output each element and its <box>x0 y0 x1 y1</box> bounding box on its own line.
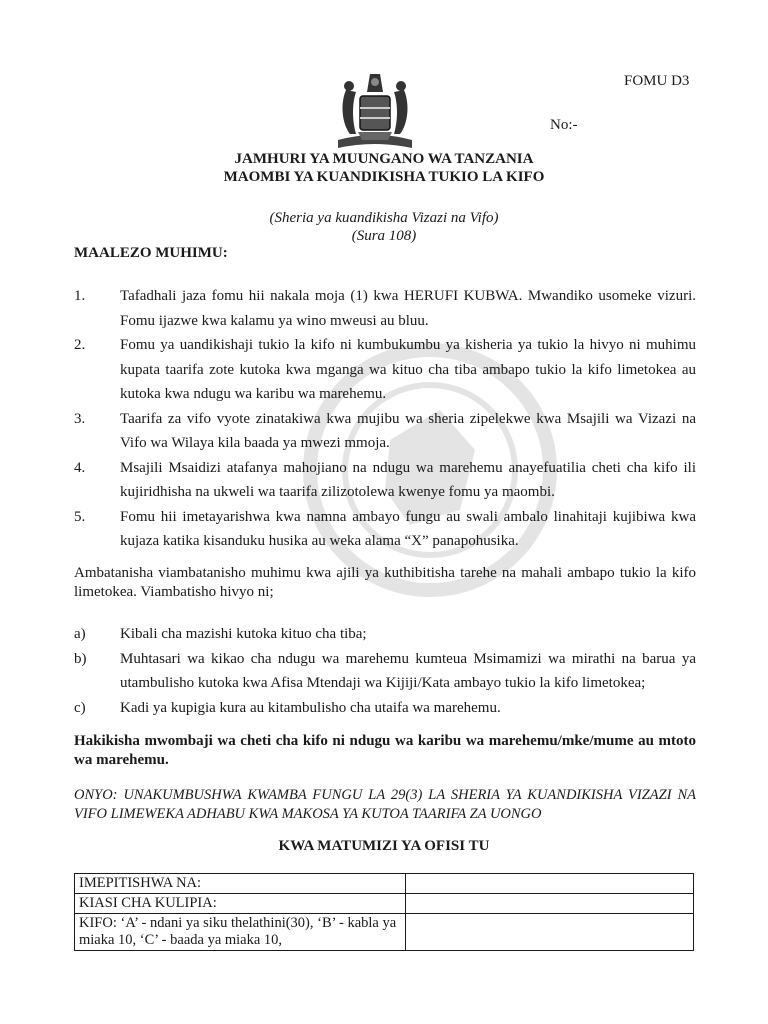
amount-to-pay-field[interactable] <box>406 894 694 914</box>
office-use-heading: KWA MATUMIZI YA OFISI TU <box>278 838 490 854</box>
form-code: FOMU D3 <box>624 73 690 89</box>
item-text: Kadi ya kupigia kura au kitambulisho cha utaifa wa marehemu. <box>120 699 501 716</box>
attachments-intro: Ambatanisha viambatanisho muhimu kwa ajili ya kuthibitisha tarehe na mahali ambapo tukio la kifo limetokea. Viambatisho hivyo ni; <box>74 565 696 600</box>
list-item <box>74 647 696 696</box>
amount-to-pay-label: KIASI CHA KULIPIA: <box>75 894 406 914</box>
approved-by-field[interactable] <box>406 874 694 894</box>
list-item <box>74 505 696 554</box>
list-item <box>74 622 696 647</box>
table-row <box>75 874 694 894</box>
item-text: Kibali cha mazishi kutoka kituo cha tiba; <box>120 626 367 642</box>
death-category-label: KIFO: ‘A’ - ndani ya siku thelathini(30), ‘B’ - kabla ya miaka 10, ‘C’ - baada ya miaka 10, <box>75 914 406 951</box>
list-item <box>74 456 696 505</box>
table-row <box>75 914 694 951</box>
item-text: Fomu hii imetayarishwa kwa namna ambayo fungu au swali ambalo linahitaji kujibiwa kwa kujaza katika kisanduku husika au weka alama “X” panapohusika. <box>120 508 696 549</box>
legal-warning: ONYO: UNAKUMBUSHWA KWAMBA FUNGU LA 29(3) LA SHERIA YA KUANDIKISHA VIZAZI NA VIFO LIMEWEKA ADHABU KWA MAKOSA YA KUTOA TAARIFA ZA UONGO <box>74 787 696 822</box>
item-number: 3. <box>74 410 86 427</box>
list-item <box>74 696 696 721</box>
page-title-republic: JAMHURI YA MUUNGANO WA TANZANIA <box>234 151 534 167</box>
office-use-table <box>74 873 694 951</box>
approved-by-label: IMEPITISHWA NA: <box>75 874 406 894</box>
attachments-list <box>74 622 696 720</box>
item-number: 4. <box>74 459 86 476</box>
item-text: Tafadhali jaza fomu hii nakala moja (1) kwa HERUFI KUBWA. Mwandiko usomeke vizuri. Fomu ijazwe kwa kalamu ya wino mweusi au bluu. <box>120 288 696 329</box>
list-item <box>74 333 696 407</box>
page-title-form: MAOMBI YA KUANDIKISHA TUKIO LA KIFO <box>223 169 545 185</box>
table-row <box>75 894 694 914</box>
item-number: 5. <box>74 508 86 525</box>
instructions-list <box>74 284 696 554</box>
list-item <box>74 407 696 456</box>
item-text: Muhtasari wa kikao cha ndugu wa marehemu kumteua Msimamizi wa mirathi na barua ya utambulisho kutoka kwa Afisa Mtendaji wa Kijiji/Kata ambayo tukio la kifo limetokea; <box>120 650 696 691</box>
item-letter: a) <box>74 626 86 642</box>
item-letter: c) <box>74 699 86 716</box>
chapter-reference: (Sura 108) <box>351 228 417 244</box>
item-letter: b) <box>74 650 87 667</box>
death-category-field[interactable] <box>406 914 694 951</box>
item-text: Taarifa za vifo vyote zinatakiwa kwa mujibu wa sheria zipelekwe kwa Msajili wa Vizazi na Vifo wa Wilaya kila baada ya mwezi mmoja. <box>120 410 696 451</box>
form-number-label: No:- <box>550 117 578 133</box>
coat-of-arms-emblem <box>330 68 420 152</box>
item-number: 2. <box>74 337 86 353</box>
instructions-heading: MAALEZO MUHIMU: <box>74 245 228 261</box>
item-text: Msajili Msaidizi atafanya mahojiano na ndugu wa marehemu anayefuatilia cheti cha kifo ili kujiridhisha na ukweli wa taarifa zilizotolewa kwenye fomu ya maombi. <box>120 459 696 500</box>
item-text: Fomu ya uandikishaji tukio la kifo ni kumbukumbu ya kisheria ya tukio la hivyo ni muhimu kupata taarifa zote kutoka kwa mganga wa kituo cha tiba ambapo tukio la kifo limetokea au kutoka kwa ndugu wa karibu wa marehemu. <box>120 337 696 402</box>
law-reference: (Sheria ya kuandikisha Vizazi na Vifo) <box>269 210 499 226</box>
applicant-notice: Hakikisha mwombaji wa cheti cha kifo ni ndugu wa karibu wa marehemu/mke/mume au mtoto wa marehemu. <box>74 733 696 768</box>
list-item <box>74 284 696 333</box>
item-number: 1. <box>74 288 86 304</box>
